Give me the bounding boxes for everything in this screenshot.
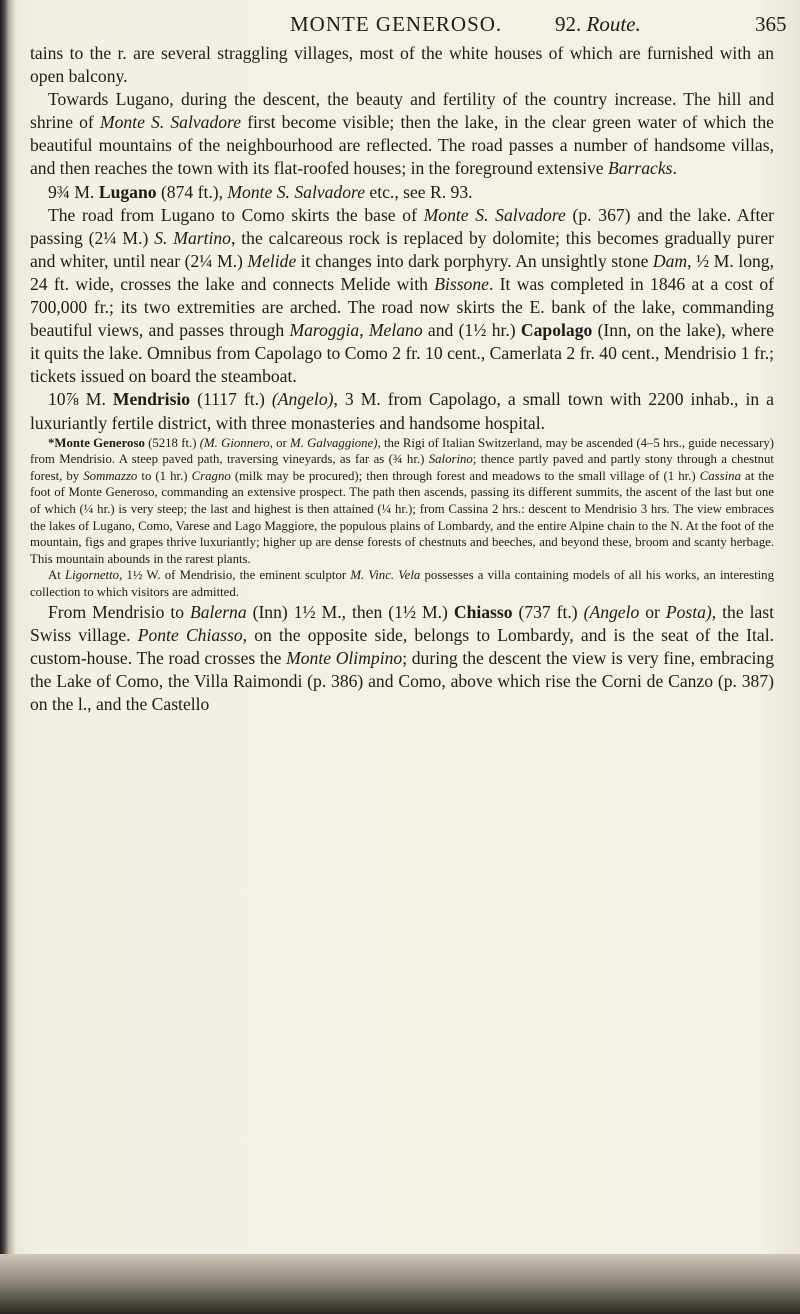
text-run: , the Rigi of Italian Switzerland, may be ascended (4–5 hrs., guide necessary) from Mendrisio. A steep paved path, traversing vineyards, as far as (¾ hr.)	[30, 435, 774, 467]
text-run: ; thence partly paved and partly stony through a chestnut forest, by	[30, 452, 774, 483]
italic-text: Cragno	[191, 468, 231, 483]
page-gutter-shadow	[0, 0, 16, 1314]
text-run: ,	[359, 320, 369, 341]
italic-text: Monte Olimpino	[286, 647, 403, 668]
text-run: (5218 ft.)	[144, 435, 200, 450]
paragraph	[30, 388, 774, 434]
text-run: and (1½ hr.)	[422, 320, 521, 341]
text-run: (874 ft.),	[156, 181, 228, 202]
text-run: , on the opposite side, belongs to Lombardy, and is the seat of the Ital. custom-house. The road crosses the	[30, 624, 774, 668]
italic-text: Balerna	[189, 601, 247, 622]
paragraph	[30, 88, 774, 180]
italic-text: Sommazzo	[83, 468, 138, 483]
text-run: At	[48, 568, 66, 583]
text-run: 10⅞ M.	[48, 389, 113, 410]
bold-place-name: Capolago	[520, 320, 593, 341]
route-label: Route.	[586, 12, 641, 36]
page-bottom-edge	[0, 1254, 800, 1314]
text-run: possesses a villa containing models of all his works, an interesting collection to which visitors are admitted.	[30, 568, 774, 599]
text-run: to (1 hr.)	[137, 468, 192, 483]
italic-text: Salorino	[428, 452, 473, 467]
text-run: (Inn) 1½ M., then (1½ M.)	[246, 601, 454, 622]
text-run: (1117 ft.)	[190, 389, 272, 410]
italic-text: M. Vinc. Vela	[350, 568, 421, 583]
body-text	[30, 42, 774, 716]
bold-place-name: *Monte Generoso	[48, 435, 145, 450]
text-run: (p. 367) and the lake. After passing (2¼ M.)	[30, 204, 774, 248]
paragraph	[30, 567, 774, 600]
text-run: (737 ft.)	[512, 601, 584, 622]
italic-text: Dam	[652, 250, 688, 271]
text-run: (Inn, on the lake), where it quits the lake. Omnibus from Capolago to Como 2 fr. 10 cent., Camerlata 2 fr. 40 cent., Mendrisio 1 fr.; tickets issued on board the steamboat.	[30, 320, 775, 387]
text-run: at the foot of Monte Generoso, commanding an extensive prospect. The path then ascends, passing its different summits, the ascent of the last but one of which (¼ hr.) is very steep; the last and highest is then attained (¼ hr.); from Cassina 2 hrs.: descent to Mendrisio 3 hrs. The view embraces the lakes of Lugano, Como, Varese and Lago Maggiore, the populous plains of Lombardy, and the entire Alpine chain to the N. At the foot of the mountain, figs and grapes thrive luxuriantly; higher up are dense forests of chestnuts and beeches, and beyond these, broom and scanty herbage. This mountain abounds in the rarest plants.	[30, 468, 774, 566]
italic-text: Melide	[247, 250, 297, 271]
text-run: , the calcareous rock is replaced by dolomite; this becomes gradually purer and whiter, until near (2¼ M.)	[30, 227, 774, 271]
paragraph	[30, 435, 774, 568]
bold-place-name: Mendrisio	[112, 389, 191, 410]
text-run: Towards Lugano, during the descent, the beauty and fertility of the country increase. The hill and shrine of	[30, 89, 774, 133]
text-run: (milk may be procured); then through forest and meadows to the small village of (1 hr.)	[230, 468, 700, 483]
text-run: , 3 M. from Capolago, a small town with 2200 inhab., in a luxuriantly fertile district, with three monasteries and handsome hospital.	[30, 389, 774, 433]
italic-text: Posta)	[665, 601, 712, 622]
paragraph	[30, 42, 774, 88]
text-run: The road from Lugano to Como skirts the base of	[48, 204, 424, 225]
text-run: , ½ M. long, 24 ft. wide, crosses the lake and connects Melide with	[30, 250, 775, 294]
italic-text: Maroggia	[289, 320, 360, 341]
text-run: , or	[269, 435, 291, 450]
italic-text: Barracks	[607, 158, 673, 179]
small-print-section	[30, 435, 774, 601]
text-run: first become visible; then the lake, in the clear green water of which the beautiful mountains of the neighbourhood are reflected. The road passes a number of handsome villas, and then reaches the town with its flat-roofed houses; in the foreground extensive	[30, 112, 774, 179]
paragraph	[30, 181, 774, 204]
text-run: , 1½ W. of Mendrisio, the eminent sculptor	[119, 568, 351, 583]
italic-text: (Angelo	[583, 601, 640, 622]
page-number: 365	[755, 12, 787, 36]
italic-text: Ligornetto	[65, 568, 120, 583]
running-title: MONTE GENEROSO.	[290, 12, 503, 36]
text-run: , the last Swiss village.	[30, 601, 774, 645]
text-run: it changes into dark porphyry. An unsightly stone	[296, 250, 653, 271]
italic-text: Bissone	[434, 273, 489, 294]
italic-text: (M. Gionnero	[199, 435, 270, 450]
italic-text: (Angelo)	[271, 389, 334, 410]
route-reference	[555, 12, 641, 37]
page-header	[30, 8, 787, 38]
italic-text: Monte S. Salvadore	[227, 181, 366, 202]
bold-place-name: Chiasso	[453, 601, 513, 622]
text-run: tains to the r. are several straggling villages, most of the white houses of which are furnished with an open balcony.	[30, 43, 774, 87]
bold-place-name: Lugano	[98, 181, 157, 202]
text-run: 9¾ M.	[48, 181, 99, 202]
route-number: 92.	[555, 12, 582, 36]
text-run: ; during the descent the view is very fine, embracing the Lake of Como, the Villa Raimondi (p. 386) and Como, above which rise the Corni de Canzo (p. 387) on the l., and the Castello	[30, 647, 774, 714]
italic-text: Cassina	[699, 468, 741, 483]
italic-text: Monte S. Salvadore	[99, 112, 242, 133]
text-run: . It was completed in 1846 at a cost of 700,000 fr.; its two extremities are arched. The road now skirts the E. bank of the lake, commanding beautiful views, and passes through	[30, 273, 774, 341]
italic-text: M. Galvaggione)	[290, 435, 378, 450]
paragraph	[30, 601, 774, 716]
paragraph	[30, 204, 774, 389]
text-run: etc., see R. 93.	[365, 181, 473, 202]
italic-text: Monte S. Salvadore	[423, 204, 566, 225]
text-run: .	[672, 158, 677, 179]
text-run: From Mendrisio to	[48, 601, 190, 622]
italic-text: Ponte Chiasso	[137, 624, 243, 645]
italic-text: S. Martino	[154, 227, 231, 248]
italic-text: Melano	[368, 320, 423, 341]
text-run: or	[639, 601, 666, 622]
